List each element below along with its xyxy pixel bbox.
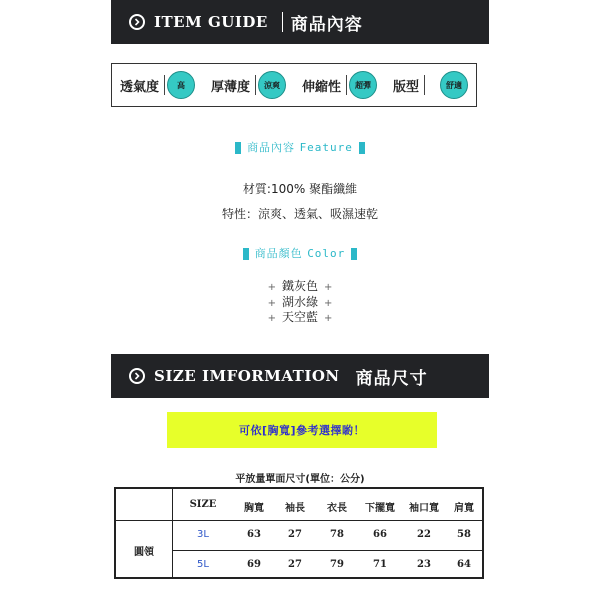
color-name: 湖水綠 <box>281 295 318 309</box>
properties-text: 特性：涼爽、透氣、吸濕速乾 <box>221 207 378 221</box>
material-text: 材質:100% 聚酯纖維 <box>242 182 358 196</box>
color-item <box>0 277 600 294</box>
table-cell: 64 <box>457 559 471 570</box>
table-cell: 79 <box>330 559 344 570</box>
table-header: 袖口寬 <box>409 503 439 514</box>
table-cell: 71 <box>373 559 387 570</box>
item-guide-title-zh: 商品內容 <box>290 14 363 35</box>
table-header: 袖長 <box>285 503 305 514</box>
table-cell: 58 <box>457 529 471 540</box>
attribute-divider <box>424 75 425 95</box>
feature-section-title <box>0 139 600 155</box>
size-info-banner <box>111 354 489 398</box>
title-marker-left <box>243 248 249 260</box>
attribute-fit <box>385 64 476 106</box>
row-group-label: 圓領 <box>134 547 154 558</box>
plus-icon: + <box>267 282 276 293</box>
attribute-badge: 涼爽 <box>258 71 286 99</box>
table-cell: 78 <box>330 529 344 540</box>
table-cell: 27 <box>288 529 302 540</box>
table-cell: 63 <box>247 529 261 540</box>
plus-icon: + <box>267 313 276 324</box>
feature-title-zh: 商品內容 <box>247 141 296 154</box>
table-header: 下擺寬 <box>365 503 395 514</box>
color-item <box>0 308 600 325</box>
table-cell: 27 <box>288 559 302 570</box>
color-name: 鐵灰色 <box>281 279 318 293</box>
attribute-breathability <box>112 64 203 106</box>
banner-divider <box>282 12 283 32</box>
table-cell: 23 <box>417 559 431 570</box>
attribute-label: 伸縮性 <box>302 79 342 95</box>
title-marker-left <box>235 142 241 154</box>
attribute-label: 厚薄度 <box>211 79 251 95</box>
size-table <box>114 487 484 579</box>
plus-icon: + <box>267 298 276 309</box>
table-header: 胸寬 <box>244 503 264 514</box>
chevron-right-circle-icon <box>129 368 145 384</box>
color-title-en: Color <box>307 247 346 260</box>
chevron-right-circle-icon <box>129 14 145 30</box>
table-rule <box>172 550 482 551</box>
attribute-badge: 超彈 <box>349 71 377 99</box>
attribute-divider <box>255 75 256 95</box>
table-header: 衣長 <box>327 503 347 514</box>
attribute-label: 版型 <box>393 79 420 95</box>
attribute-divider <box>164 75 165 95</box>
attribute-stretch <box>294 64 385 106</box>
plus-icon: + <box>324 282 333 293</box>
color-title-zh: 商品顏色 <box>254 247 303 260</box>
attribute-badge: 舒適 <box>440 71 468 99</box>
item-guide-title-en: ITEM GUIDE <box>154 13 268 31</box>
title-marker-right <box>351 248 357 260</box>
color-section-title <box>0 245 600 261</box>
attribute-divider <box>346 75 347 95</box>
table-rule <box>116 520 482 521</box>
size-label: 3L <box>197 529 209 540</box>
plus-icon: + <box>324 298 333 309</box>
attribute-label: 透氣度 <box>120 79 160 95</box>
plus-icon: + <box>324 313 333 324</box>
size-table-caption: 平放量單面尺寸(單位：公分) <box>235 474 365 485</box>
attribute-badge: 高 <box>167 71 195 99</box>
title-marker-right <box>359 142 365 154</box>
attribute-thickness <box>203 64 294 106</box>
size-info-title-zh: 商品尺寸 <box>355 368 428 389</box>
table-header: 肩寬 <box>454 503 474 514</box>
table-cell: 66 <box>373 529 387 540</box>
table-cell: 22 <box>417 529 431 540</box>
color-name: 天空藍 <box>281 310 318 324</box>
size-notice: 可依[胸寬]參考選擇喲！ <box>167 412 437 448</box>
feature-title-en: Feature <box>299 141 353 154</box>
size-label: 5L <box>197 559 209 570</box>
table-cell: 69 <box>247 559 261 570</box>
attribute-guide <box>111 63 477 107</box>
item-guide-banner <box>111 0 489 44</box>
size-info-title-en: SIZE IMFORMATION <box>154 367 340 385</box>
table-header: SIZE <box>189 499 217 510</box>
